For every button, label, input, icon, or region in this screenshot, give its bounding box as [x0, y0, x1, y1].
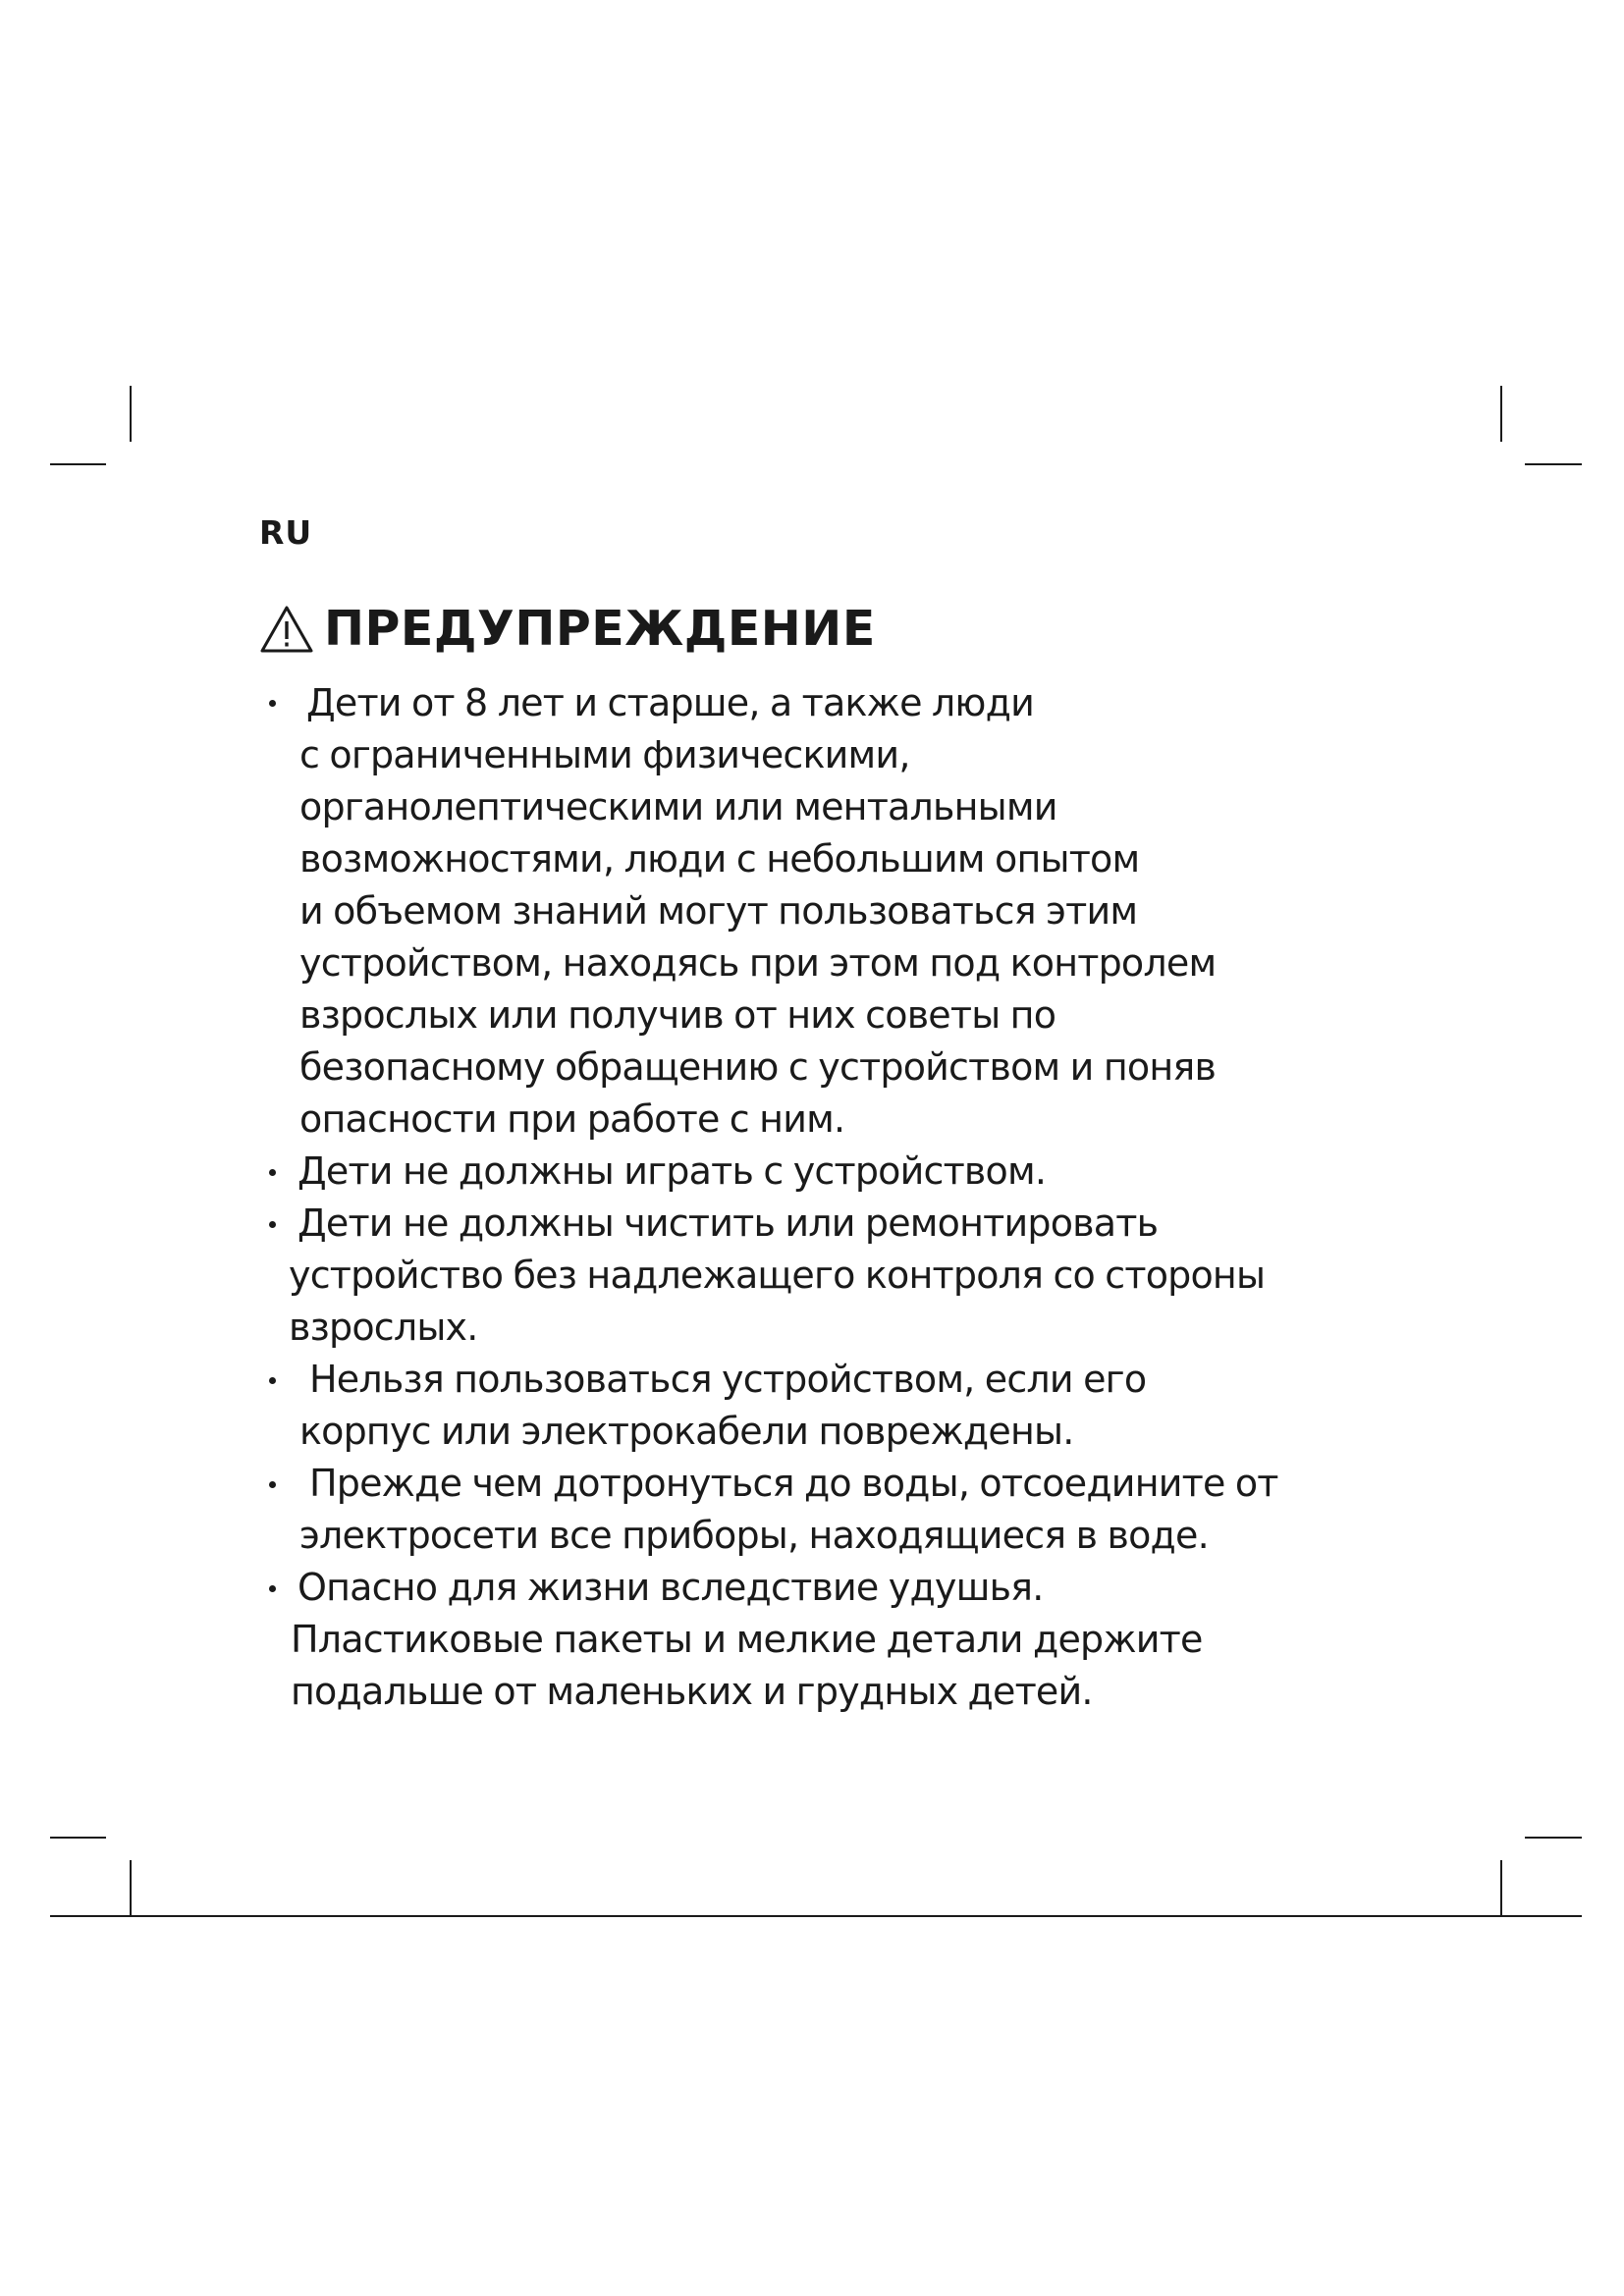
warning-line: Пластиковые пакеты и мелкие детали держите — [291, 1618, 1203, 1661]
crop-mark-bottom-left-vertical — [130, 1860, 132, 1916]
bullet-dot — [269, 1221, 276, 1228]
bullet-dot — [269, 1481, 276, 1488]
warning-line: возможностями, люди с небольшим опытом — [299, 837, 1140, 881]
crop-mark-top-right-vertical — [1500, 386, 1502, 442]
warning-line: опасности при работе с ним. — [299, 1097, 845, 1141]
crop-mark-bottom-left-horizontal — [50, 1837, 106, 1839]
warning-line: Опасно для жизни вследствие удушья. — [298, 1566, 1044, 1609]
bullet-dot — [269, 700, 276, 707]
page-bottom-rule — [50, 1915, 1582, 1917]
warning-line: с ограниченными физическими, — [299, 733, 910, 776]
warning-triangle-icon — [259, 605, 314, 654]
language-code: RU — [259, 513, 313, 552]
warning-line: Дети от 8 лет и старше, а также люди — [306, 681, 1034, 724]
warning-line: и объемом знаний могут пользоваться этим — [299, 889, 1138, 933]
warning-line: Нельзя пользоваться устройством, если его — [309, 1358, 1147, 1401]
crop-mark-bottom-right-vertical — [1500, 1860, 1502, 1916]
warning-line: электросети все приборы, находящиеся в воде. — [299, 1514, 1209, 1557]
warning-line: взрослых. — [289, 1306, 478, 1349]
warning-line: корпус или электрокабели повреждены. — [299, 1410, 1074, 1453]
warning-line: безопасному обращению с устройством и поняв — [299, 1045, 1217, 1089]
warning-heading — [259, 595, 876, 664]
bullet-dot — [269, 1169, 276, 1176]
crop-mark-bottom-right-horizontal — [1525, 1837, 1582, 1839]
heading-title: ПРЕДУПРЕЖДЕНИЕ — [324, 601, 876, 657]
warning-line: Дети не должны играть с устройством. — [298, 1149, 1047, 1193]
warning-line: Дети не должны чистить или ремонтировать — [298, 1201, 1159, 1245]
warning-line: подальше от маленьких и грудных детей. — [291, 1670, 1093, 1713]
crop-mark-top-right-horizontal — [1525, 463, 1582, 465]
warning-line: устройство без надлежащего контроля со стороны — [289, 1254, 1266, 1297]
bullet-dot — [269, 1585, 276, 1592]
warning-line: устройством, находясь при этом под контролем — [299, 941, 1217, 985]
crop-mark-top-left-vertical — [130, 386, 132, 442]
warning-line: органолептическими или ментальными — [299, 785, 1057, 828]
crop-mark-top-left-horizontal — [50, 463, 106, 465]
bullet-dot — [269, 1377, 276, 1384]
warning-line: Прежде чем дотронуться до воды, отсоедините от — [309, 1462, 1278, 1505]
warning-line: взрослых или получив от них советы по — [299, 993, 1056, 1037]
